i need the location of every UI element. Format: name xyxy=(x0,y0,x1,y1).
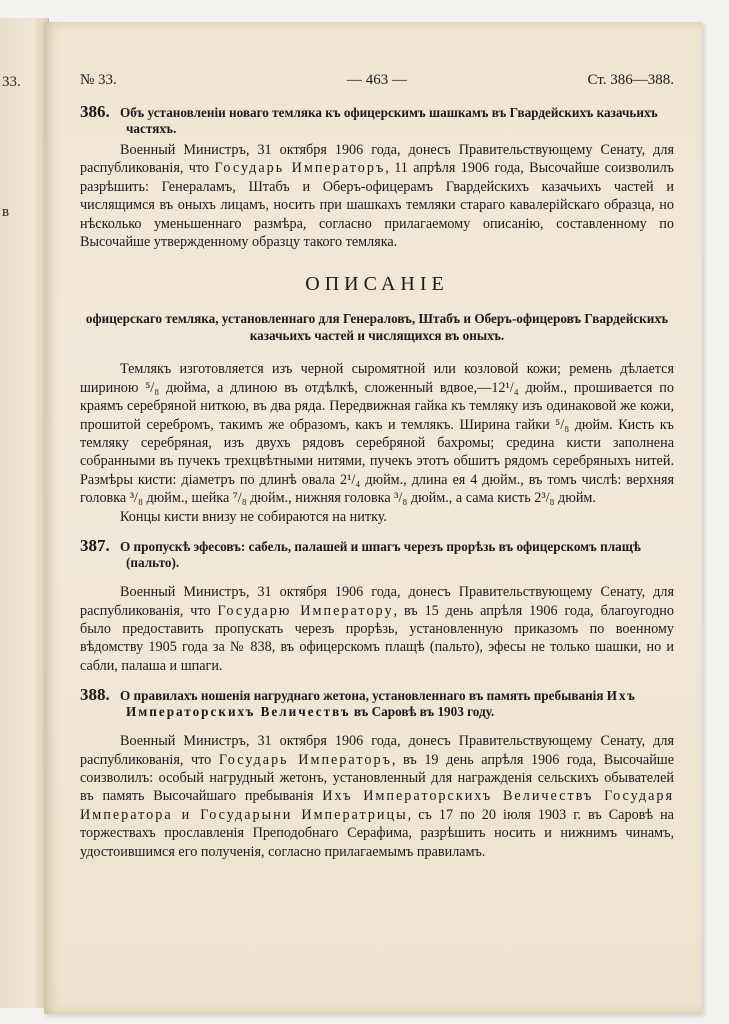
article-388-title-majesties: Ихъ Императорскихъ Величествъ xyxy=(126,688,637,720)
left-page-fragment-mid: в xyxy=(2,204,10,220)
page-number: — 463 — xyxy=(347,72,407,88)
page-content xyxy=(80,72,674,861)
description-paragraph-2: Концы кисти внизу не собираются на нитку. xyxy=(120,508,387,525)
article-387-title xyxy=(80,538,674,571)
description-paragraph-1: Темлякъ изготовляется изъ черной сыромятной или козловой кожи; ремень дѣлается шириною ⁵/₈ дюйма, а длиною въ отдѣлкѣ, сложенный вдвое,—12¹/₄ дюйм., прошивается по краямъ серебряной ниткою, въ два ряда. Передвижная гайка къ темляку изъ одинаковой же кожи, прошитой серебромъ, такимъ же образомъ, какъ и темлякъ. Ширина гайки ⁵/₈ дюйм. Кисть къ темляку серебряная, изъ двухъ рядовъ серебряной бахромы; средина кисти заполнена собранными въ пучекъ трехцвѣтными нитями, пучекъ этотъ обшитъ рядомъ серебряныхъ нитей. Размѣры кисти: діаметръ по длинѣ овала 2¹/₄ дюйм., длина ея 4 дюйм., въ томъ числѣ: верхняя головка ³/₈ дюйм., шейка ⁷/₈ дюйм., нижняя головка ³/₈ дюйм., а сама кисть 2³/₈ дюйм. xyxy=(80,361,674,507)
description-subheading: офицерскаго темляка, установленнаго для Генераловъ, Штабъ и Оберъ-офицеровъ Гвардейскихъ казачьихъ частей и числящихся въ оныхъ. xyxy=(85,311,669,344)
article-386-number: 386. xyxy=(80,102,110,121)
article-388-body-part-b: , въ 19 день апрѣля 1906 года, Высочайше соизволилъ: особый нагрудный жетонъ, установленный для награжденія сельскихъ обывателей въ память Высочайшаго пребыванія xyxy=(80,751,675,805)
page-header xyxy=(80,72,674,94)
article-386-emperor-name: Государь Императоръ xyxy=(214,160,386,177)
article-388-title-part-b: въ Саровѣ въ 1903 году. xyxy=(350,704,495,720)
article-386-title xyxy=(80,104,674,137)
article-range: Ст. 386—388. xyxy=(587,72,674,88)
article-387-title-text: О пропускѣ эфесовъ: сабель, палашей и шпагъ черезъ прорѣзь въ офицерскомъ плащѣ (пальто). xyxy=(120,539,641,571)
article-388-title-part-a: О правилахъ ношенія нагруднаго жетона, установленнаго въ память пребыванія xyxy=(120,688,607,704)
article-388-number: 388. xyxy=(80,685,110,705)
article-387-body xyxy=(80,583,674,675)
article-388-body-part-a: Военный Министръ, 31 октября 1906 года, донесъ Правительствующему Сенату, для распубликованія, что xyxy=(80,733,674,768)
left-page-fragment-top: 33. xyxy=(2,74,21,90)
article-387-body-part-a: Военный Министръ, 31 октября 1906 года, донесъ Правительствующему Сенату, для распубликованія, что xyxy=(80,584,674,619)
description-heading: ОПИСАНІЕ xyxy=(305,273,449,296)
article-386-body-part-b: , 11 апрѣля 1906 года, Высочайше соизволилъ разрѣшить: Генераламъ, Штабъ и Оберъ-офицерамъ Гвардейскихъ казачьихъ частей и числящимся въ оныхъ лицамъ, носить при шашкахъ темляки стараго кавалерійскаго образца, но нѣсколько уменьшеннаго размѣра, согласно прилагаемому описанію, составленному по Высочайше утвержденному образцу такого темляка. xyxy=(80,160,674,251)
article-387-emperor-name: Государю Императору xyxy=(217,602,394,619)
article-388-title xyxy=(80,687,674,720)
article-387-number: 387. xyxy=(80,536,110,556)
article-388-body-part-c: , съ 17 по 20 іюля 1903 г. въ Саровѣ на торжествахъ прославленія Преподобнаго Серафима, разрѣшить носить и нижнимъ чинамъ, удостоившимся его полученія, согласно прилагаемымъ правиламъ. xyxy=(80,806,674,860)
article-386-body-part-a: Военный Министръ, 31 октября 1906 года, донесъ Правительствующему Сенату, для распубликованія, что xyxy=(80,142,674,177)
document-page xyxy=(44,22,702,1014)
article-386-body xyxy=(80,141,674,251)
article-388-body xyxy=(80,732,674,861)
article-387-body-part-b: , въ 15 день апрѣля 1906 года, благоугодно было предоставить пропускать черезъ прорѣзь, установленную приказомъ по военному вѣдомству 1905 года за № 838, въ офицерскомъ плащѣ (пальто), эфесы не только шашки, но и сабли, палаша и шпаги. xyxy=(80,602,674,674)
issue-number: № 33. xyxy=(80,72,117,88)
article-388-emperor-name: Государь Императоръ xyxy=(218,751,392,768)
left-page-edge xyxy=(0,18,49,1008)
article-386-title-text: Объ установленіи новаго темляка къ офицерскимъ шашкамъ въ Гвардейскихъ казачьихъ частяхъ. xyxy=(120,105,658,136)
article-388-majesties-names: Ихъ Императорскихъ Величествъ Государя Императора и Государыни Императрицы xyxy=(80,788,674,823)
